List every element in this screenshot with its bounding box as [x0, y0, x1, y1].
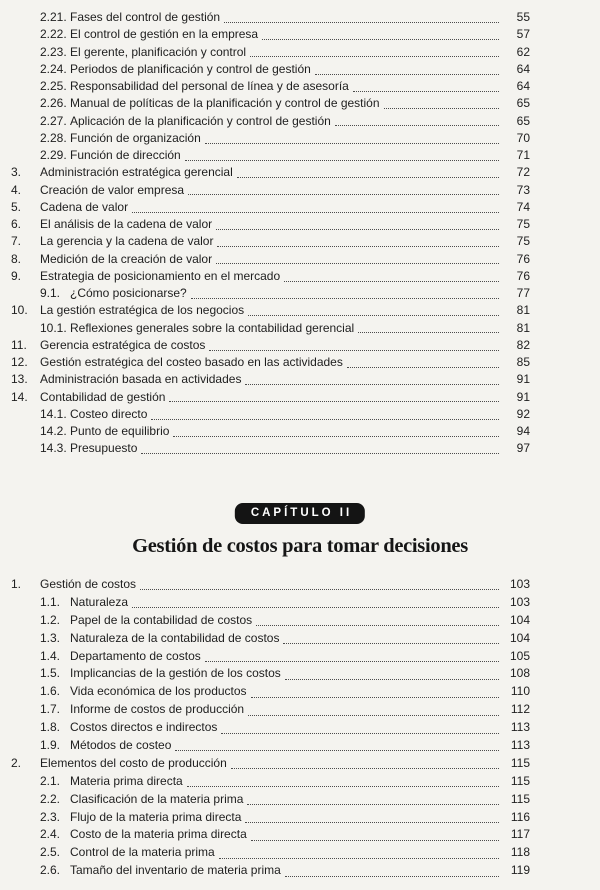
toc-entry-number: 14.2.	[40, 424, 67, 438]
toc-entry-page: 70	[516, 130, 530, 145]
chapter-title: Gestión de costos para tomar decisiones	[132, 535, 468, 557]
toc-entry-title: Medición de la creación de valor	[40, 251, 213, 266]
toc-entry-title: Materia prima directa	[70, 773, 183, 788]
toc-entry-title: Costeo directo	[70, 406, 148, 421]
toc-entry	[11, 701, 530, 719]
dot-leader	[245, 822, 499, 823]
dot-leader	[205, 143, 499, 144]
toc-entry	[11, 164, 530, 181]
toc-entry-title: Control de la materia prima	[70, 845, 215, 860]
toc-entry-title: Aplicación de la planificación y control de gestión	[70, 113, 331, 128]
toc-entry-number: 9.	[11, 268, 22, 283]
toc-entry-page: 104	[509, 612, 530, 627]
dot-leader	[216, 229, 499, 230]
dot-leader	[262, 39, 499, 40]
toc-entry-number: 2.21.	[40, 10, 67, 24]
chapter-badge: CAPÍTULO II	[235, 503, 365, 524]
toc-entry	[11, 251, 530, 268]
toc-entry-number: 2.5.	[40, 845, 61, 860]
dot-leader	[251, 840, 499, 841]
dot-leader	[245, 384, 499, 385]
toc-entry-title: Gerencia estratégica de costos	[40, 337, 206, 352]
dot-leader	[191, 298, 499, 299]
toc-entry-title: La gerencia y la cadena de valor	[40, 234, 214, 249]
toc-entry	[11, 791, 530, 809]
toc-entry-number: 2.1.	[40, 773, 61, 788]
toc-entry-title: Periodos de planificación y control de gestión	[70, 61, 311, 76]
toc-entry-number: 2.23.	[40, 44, 67, 59]
toc-entry-number: 4.	[11, 182, 22, 197]
toc-entry-title: Informe de costos de producción	[70, 702, 245, 717]
toc-entry-number: 8.	[11, 251, 22, 266]
dot-leader	[188, 194, 499, 195]
toc-entry-page: 116	[510, 809, 530, 824]
toc-entry-title: Naturaleza de la contabilidad de costos	[70, 630, 280, 645]
dot-leader	[248, 315, 499, 316]
toc-entry-number: 13.	[11, 372, 28, 387]
toc-entry-page: 104	[509, 630, 530, 645]
dot-leader	[285, 679, 499, 680]
toc-entry-number: 12.	[11, 355, 28, 369]
toc-entry-number: 10.	[11, 303, 28, 318]
toc-entry-number: 2.25.	[40, 79, 67, 93]
dot-leader	[185, 160, 499, 161]
toc-entry-title: Gestión estratégica del costeo basado en las actividades	[40, 355, 343, 369]
toc-entry-page: 94	[516, 424, 530, 438]
dot-leader	[247, 804, 499, 805]
toc-entry-title: Fases del control de gestión	[70, 10, 221, 24]
dot-leader	[169, 401, 499, 402]
dot-leader	[209, 350, 499, 351]
toc-entry	[11, 147, 530, 164]
dot-leader	[335, 125, 499, 126]
dot-leader	[251, 697, 499, 698]
toc-entry	[11, 9, 530, 26]
toc-entry-page: 55	[516, 10, 530, 24]
toc-entry	[11, 199, 530, 216]
toc-entry-page: 64	[516, 79, 530, 93]
toc-entry-page: 62	[516, 44, 530, 59]
toc-entry-page: 76	[516, 268, 530, 283]
toc-entry-title: El análisis de la cadena de valor	[40, 217, 213, 231]
toc-entry-number: 2.27.	[40, 113, 67, 128]
toc-entry	[11, 130, 530, 147]
toc-entry-page: 97	[516, 441, 530, 456]
toc-entry-title: Estrategia de posicionamiento en el mercado	[40, 268, 281, 283]
toc-entry-title: Reflexiones generales sobre la contabilidad gerencial	[70, 320, 355, 335]
dot-leader	[141, 453, 499, 454]
toc-entry-number: 14.1.	[40, 406, 67, 421]
toc-entry	[11, 320, 530, 337]
toc-entry-page: 117	[510, 827, 530, 842]
toc-entry-page: 103	[509, 594, 530, 609]
toc-entry	[11, 594, 530, 612]
dot-leader	[347, 367, 499, 368]
toc-entry	[11, 216, 530, 233]
toc-entry-title: Clasificación de la materia prima	[70, 791, 244, 806]
toc-entry-title: Manual de políticas de la planificación y control de gestión	[70, 96, 380, 111]
toc-entry-page: 115	[510, 755, 530, 770]
toc-entry-page: 118	[510, 845, 530, 860]
toc-entry	[11, 773, 530, 791]
toc-entry-page: 108	[509, 666, 530, 681]
dot-leader	[221, 733, 499, 734]
toc-entry-title: Elementos del costo de producción	[40, 755, 227, 770]
toc-entry-page: 92	[516, 406, 530, 421]
toc-entry-number: 14.3.	[40, 441, 67, 456]
dot-leader	[250, 56, 499, 57]
toc-entry	[11, 233, 530, 250]
toc-entry-number: 9.1.	[40, 286, 61, 300]
toc-entry-title: Función de dirección	[70, 148, 181, 162]
dot-leader	[205, 661, 499, 662]
toc-entry-number: 1.	[11, 577, 22, 591]
dot-leader	[248, 715, 499, 716]
toc-entry-page: 65	[516, 113, 530, 128]
dot-leader	[173, 436, 499, 437]
toc-entry-title: Creación de valor empresa	[40, 182, 185, 197]
toc-entry	[11, 182, 530, 199]
dot-leader	[216, 263, 499, 264]
toc-part-2	[11, 576, 530, 880]
toc-entry-title: Tamaño del inventario de materia prima	[70, 863, 281, 878]
toc-entry-page: 113	[510, 738, 530, 753]
toc-entry	[11, 809, 530, 827]
toc-entry	[11, 683, 530, 701]
toc-entry-title: ¿Cómo posicionarse?	[70, 286, 187, 300]
toc-entry-number: 2.28.	[40, 130, 67, 145]
dot-leader	[358, 332, 499, 333]
toc-entry-title: Vida económica de los productos	[70, 684, 247, 699]
dot-leader	[285, 876, 499, 877]
toc-entry-number: 1.8.	[40, 720, 61, 735]
toc-entry-number: 2.24.	[40, 61, 67, 76]
toc-entry-number: 10.1.	[40, 320, 67, 335]
toc-entry-title: El control de gestión en la empresa	[70, 27, 259, 42]
toc-entry	[11, 95, 530, 112]
toc-entry	[11, 755, 530, 773]
toc-entry-title: Departamento de costos	[70, 648, 201, 663]
dot-leader	[384, 108, 499, 109]
toc-entry-page: 115	[510, 791, 530, 806]
toc-entry-page: 82	[516, 337, 530, 352]
toc-entry-number: 2.4.	[40, 827, 61, 842]
dot-leader	[231, 768, 499, 769]
toc-entry-title: Gestión de costos	[40, 577, 137, 591]
toc-entry	[11, 576, 530, 594]
dot-leader	[353, 91, 499, 92]
toc-entry-title: Administración basada en actividades	[40, 372, 242, 387]
toc-entry-page: 77	[516, 286, 530, 300]
toc-entry-page: 57	[516, 27, 530, 42]
toc-entry-number: 1.9.	[40, 738, 61, 753]
toc-entry-number: 2.26.	[40, 96, 67, 111]
toc-entry	[11, 302, 530, 319]
toc-entry-page: 75	[516, 234, 530, 249]
dot-leader	[219, 858, 499, 859]
toc-entry-title: Administración estratégica gerencial	[40, 165, 233, 180]
toc-entry-page: 119	[510, 863, 530, 878]
toc-entry-title: Punto de equilibrio	[70, 424, 170, 438]
toc-entry-page: 91	[516, 389, 530, 404]
toc-entry-title: Cadena de valor	[40, 199, 129, 214]
toc-entry	[11, 862, 530, 880]
toc-entry-number: 11.	[11, 337, 27, 352]
dot-leader	[237, 177, 499, 178]
toc-entry-number: 1.6.	[40, 684, 61, 699]
toc-entry-page: 65	[516, 96, 530, 111]
toc-entry-title: Contabilidad de gestión	[40, 389, 166, 404]
dot-leader	[217, 246, 499, 247]
toc-entry-title: Papel de la contabilidad de costos	[70, 612, 253, 627]
toc-entry-title: Responsabilidad del personal de línea y de asesoría	[70, 79, 349, 93]
toc-entry	[11, 113, 530, 130]
toc-entry-number: 1.2.	[40, 612, 61, 627]
dot-leader	[224, 22, 499, 23]
toc-entry	[11, 423, 530, 440]
toc-entry-title: Métodos de costeo	[70, 738, 172, 753]
toc-entry	[11, 337, 530, 354]
toc-entry-number: 1.7.	[40, 702, 61, 717]
toc-entry-number: 1.4.	[40, 648, 61, 663]
toc-entry-title: La gestión estratégica de los negocios	[40, 303, 245, 318]
toc-entry-page: 64	[516, 61, 530, 76]
toc-entry-number: 2.2.	[40, 791, 61, 806]
toc-entry-number: 2.3.	[40, 809, 61, 824]
toc-entry-number: 1.1.	[40, 594, 61, 609]
toc-entry-title: Flujo de la materia prima directa	[70, 809, 242, 824]
toc-entry	[11, 61, 530, 78]
toc-entry	[11, 648, 530, 666]
dot-leader	[151, 419, 499, 420]
toc-entry	[11, 285, 530, 302]
dot-leader	[256, 625, 499, 626]
dot-leader	[132, 607, 499, 608]
toc-entry	[11, 389, 530, 406]
toc-entry-page: 81	[516, 303, 530, 318]
toc-entry	[11, 630, 530, 648]
toc-entry-number: 7.	[11, 234, 22, 249]
toc-entry-title: Implicancias de la gestión de los costos	[70, 666, 281, 681]
toc-entry-title: Función de organización	[70, 130, 201, 145]
toc-entry-number: 1.5.	[40, 666, 61, 681]
toc-entry-page: 75	[516, 217, 530, 231]
toc-entry-page: 74	[516, 199, 530, 214]
toc-entry	[11, 78, 530, 95]
toc-part-1	[11, 9, 530, 458]
toc-entry	[11, 826, 530, 844]
toc-entry-page: 103	[509, 577, 530, 591]
toc-entry-number: 3.	[11, 165, 22, 180]
dot-leader	[132, 212, 499, 213]
dot-leader	[315, 74, 499, 75]
toc-entry-page: 81	[516, 320, 530, 335]
toc-entry-page: 112	[510, 702, 530, 717]
toc-entry	[11, 844, 530, 862]
toc-entry-page: 105	[509, 648, 530, 663]
dot-leader	[140, 589, 499, 590]
toc-entry-number: 14.	[11, 389, 28, 404]
toc-entry-page: 113	[510, 720, 530, 735]
toc-entry	[11, 440, 530, 457]
toc-entry	[11, 612, 530, 630]
toc-entry-page: 110	[510, 684, 530, 699]
toc-entry-number: 2.6.	[40, 863, 61, 878]
toc-entry-number: 2.	[11, 755, 22, 770]
dot-leader	[283, 643, 499, 644]
toc-entry	[11, 26, 530, 43]
toc-entry-page: 71	[516, 148, 530, 162]
toc-entry-page: 76	[516, 251, 530, 266]
dot-leader	[175, 750, 499, 751]
toc-entry	[11, 268, 530, 285]
toc-entry-title: El gerente, planificación y control	[70, 44, 247, 59]
toc-entry	[11, 737, 530, 755]
toc-entry-number: 6.	[11, 217, 22, 231]
toc-entry-page: 72	[516, 165, 530, 180]
toc-entry	[11, 354, 530, 371]
toc-entry-title: Presupuesto	[70, 441, 138, 456]
toc-entry-title: Costo de la materia prima directa	[70, 827, 247, 842]
toc-entry-title: Naturaleza	[70, 594, 129, 609]
toc-entry	[11, 44, 530, 61]
toc-entry-page: 73	[516, 182, 530, 197]
toc-entry-number: 2.22.	[40, 27, 67, 42]
toc-entry	[11, 406, 530, 423]
dot-leader	[284, 281, 499, 282]
toc-entry-page: 115	[510, 773, 530, 788]
toc-entry-page: 85	[516, 355, 530, 369]
toc-entry-number: 1.3.	[40, 630, 61, 645]
toc-entry	[11, 371, 530, 388]
toc-entry-page: 91	[516, 372, 530, 387]
toc-entry-number: 5.	[11, 199, 22, 214]
toc-entry	[11, 665, 530, 683]
toc-entry-number: 2.29.	[40, 148, 67, 162]
dot-leader	[187, 786, 499, 787]
toc-entry	[11, 719, 530, 737]
toc-entry-title: Costos directos e indirectos	[70, 720, 218, 735]
